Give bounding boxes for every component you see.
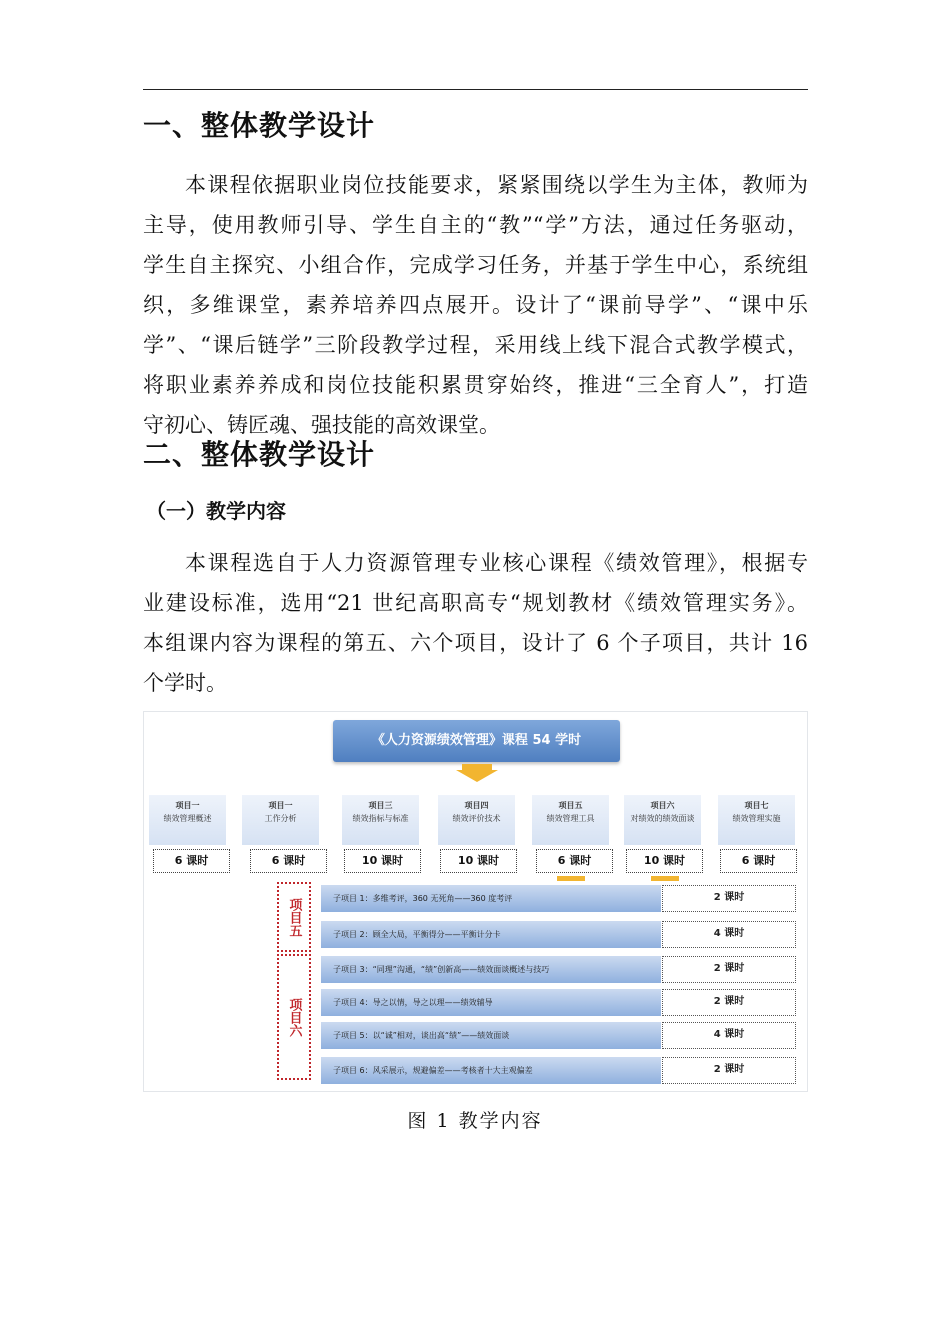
para-line: 将职业素养养成和岗位技能积累贯穿始终，推进“三全育人”，打造	[143, 373, 808, 397]
project-hours: 6 课时	[536, 849, 613, 873]
section1-heading: 一、整体教学设计	[143, 109, 376, 142]
subproject-hours: 2 课时	[662, 885, 796, 912]
project-hours: 10 课时	[344, 849, 421, 873]
project-box: 项目一 工作分析	[242, 795, 319, 845]
project-hours: 6 课时	[720, 849, 797, 873]
section2-subheading: （一）教学内容	[146, 499, 286, 523]
subproject-bar: 子项目 3：“同理”沟通，“绩”创新高——绩效面谈概述与技巧	[321, 956, 661, 983]
subproject-bar: 子项目 1：多维考评，360 无死角——360 度考评	[321, 885, 661, 912]
subproject-bar: 子项目 2：顾全大局，平衡得分——平衡计分卡	[321, 921, 661, 948]
project-box: 项目一 绩效管理概述	[149, 795, 226, 845]
project-box: 项目五 绩效管理工具	[532, 795, 609, 845]
down-arrow-icon	[456, 764, 498, 782]
highlight-tab	[651, 876, 679, 881]
figure-title: 《人力资源绩效管理》课程 54 学时	[333, 720, 620, 762]
project-box: 项目四 绩效评价技术	[438, 795, 515, 845]
section2-paragraph	[143, 543, 808, 703]
highlight-tab	[557, 876, 585, 881]
group-label-project-5: 项目五	[277, 882, 311, 952]
section1-paragraph	[143, 165, 808, 445]
para-line: 个学时。	[143, 671, 227, 695]
project-box: 项目六 对绩效的绩效面谈	[624, 795, 701, 845]
para-line: 本课程选自于人力资源管理专业核心课程《绩效管理》，根据专	[185, 551, 808, 575]
subproject-hours: 4 课时	[662, 1022, 796, 1049]
figure-teaching-content	[143, 711, 808, 1092]
project-hours: 6 课时	[153, 849, 230, 873]
para-line: 本组课内容为课程的第五、六个项目，设计了 6 个子项目，共计 16	[143, 631, 808, 655]
project-hours: 6 课时	[250, 849, 327, 873]
figure-caption: 图 1 教学内容	[407, 1110, 543, 1132]
subproject-bar: 子项目 6：风采展示，规避偏差——考核者十大主观偏差	[321, 1057, 661, 1084]
para-line: 织，多维课堂，素养培养四点展开。设计了“课前导学”、“课中乐	[143, 293, 808, 317]
para-line: 本课程依据职业岗位技能要求，紧紧围绕以学生为主体，教师为	[185, 173, 808, 197]
group-label-project-6: 项目六	[277, 954, 311, 1080]
project-hours: 10 课时	[440, 849, 517, 873]
project-box: 项目三 绩效指标与标准	[342, 795, 419, 845]
subproject-hours: 4 课时	[662, 921, 796, 948]
project-hours: 10 课时	[626, 849, 703, 873]
subproject-bar: 子项目 4：导之以情，导之以理——绩效辅导	[321, 989, 661, 1016]
para-line: 主导，使用教师引导、学生自主的“教”“学”方法，通过任务驱动，	[143, 213, 808, 237]
para-line: 学生自主探究、小组合作，完成学习任务，并基于学生中心，系统组	[143, 253, 808, 277]
subproject-hours: 2 课时	[662, 989, 796, 1016]
subproject-hours: 2 课时	[662, 1057, 796, 1084]
section2-heading: 二、整体教学设计	[143, 438, 376, 471]
header-rule	[143, 89, 808, 90]
para-line: 学”、“课后链学”三阶段教学过程，采用线上线下混合式教学模式，	[143, 333, 808, 357]
para-line: 守初心、铸匠魂、强技能的高效课堂。	[143, 413, 500, 437]
subproject-bar: 子项目 5：以“诚”相对，谈出高“绩”——绩效面谈	[321, 1022, 661, 1049]
project-box: 项目七 绩效管理实施	[718, 795, 795, 845]
subproject-hours: 2 课时	[662, 956, 796, 983]
para-line: 业建设标准，选用“21 世纪高职高专“规划教材《绩效管理实务》。	[143, 591, 808, 615]
